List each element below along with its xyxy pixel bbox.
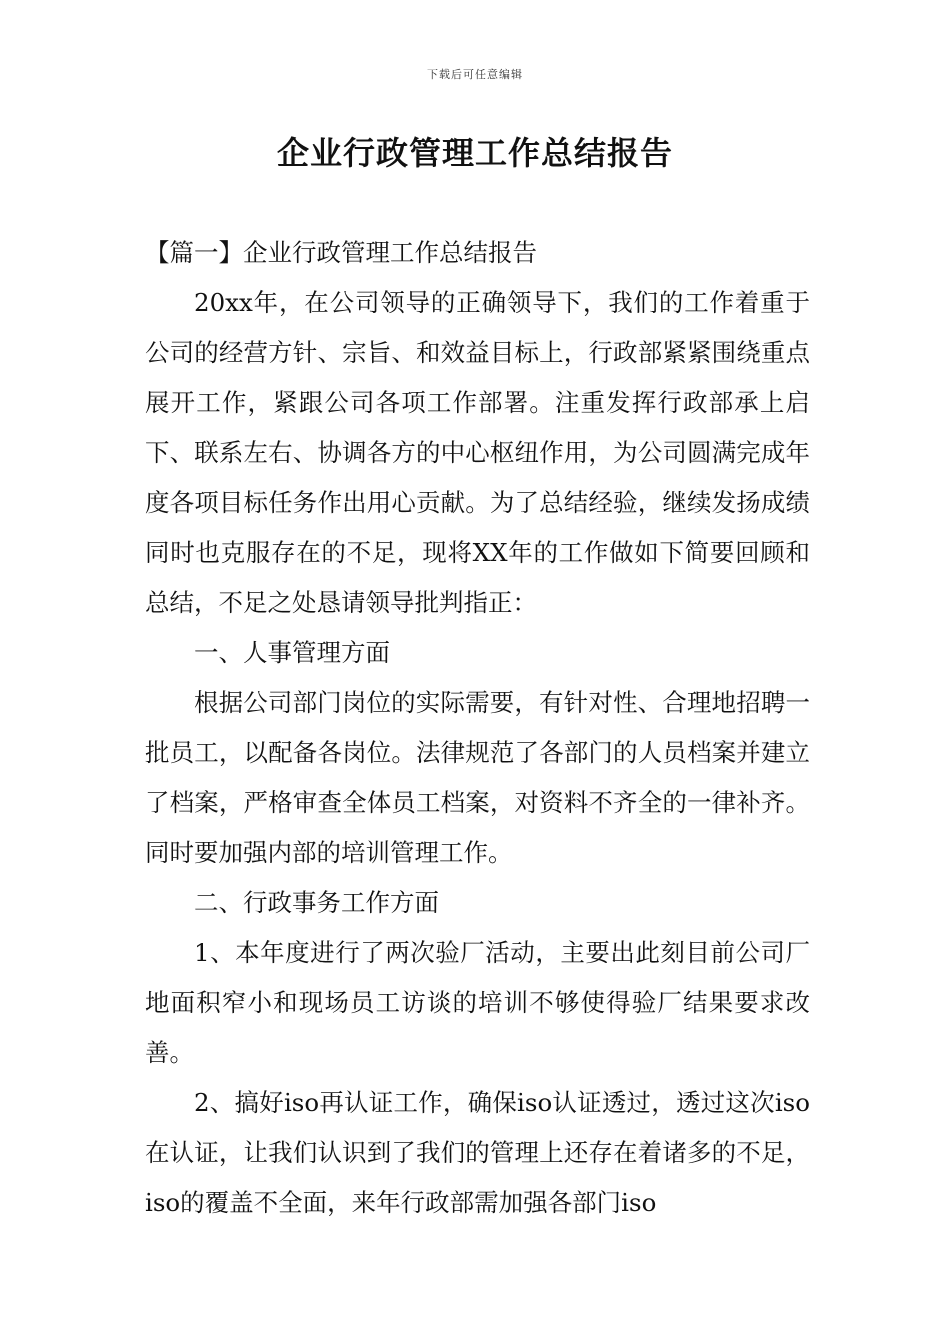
- document-body: [145, 228, 810, 1228]
- intro-paragraph: 20xx年，在公司领导的正确领导下，我们的工作着重于公司的经营方针、宗旨、和效益目标上，行政部紧紧围绕重点展开工作，紧跟公司各项工作部署。注重发挥行政部承上启下、联系左右、协调各方的中心枢纽作用，为公司圆满完成年度各项目标任务作出用心贡献。为了总结经验，继续发扬成绩同时也克服存在的不足，现将XX年的工作做如下简要回顾和总结，不足之处恳请领导批判指正：: [145, 288, 810, 617]
- subsection-heading-personnel: 一、人事管理方面: [194, 638, 390, 667]
- personnel-paragraph: 根据公司部门岗位的实际需要，有针对性、合理地招聘一批员工，以配备各岗位。法律规范了各部门的人员档案并建立了档案，严格审查全体员工档案，对资料不齐全的一律补齐。同时要加强内部的培训管理工作。: [145, 688, 810, 867]
- admin-item-2: 2、搞好iso再认证工作，确保iso认证透过，透过这次iso在认证，让我们认识到了我们的管理上还存在着诸多的不足，iso的覆盖不全面，来年行政部需加强各部门iso: [145, 1088, 810, 1217]
- document-title: 企业行政管理工作总结报告: [276, 134, 673, 172]
- header-note: 下载后可任意编辑: [427, 68, 523, 81]
- subsection-heading-admin: 二、行政事务工作方面: [194, 888, 439, 917]
- admin-item-1: 1、本年度进行了两次验厂活动，主要出此刻目前公司厂地面积窄小和现场员工访谈的培训不够使得验厂结果要求改善。: [145, 938, 810, 1067]
- section-heading: 【篇一】企业行政管理工作总结报告: [145, 238, 537, 267]
